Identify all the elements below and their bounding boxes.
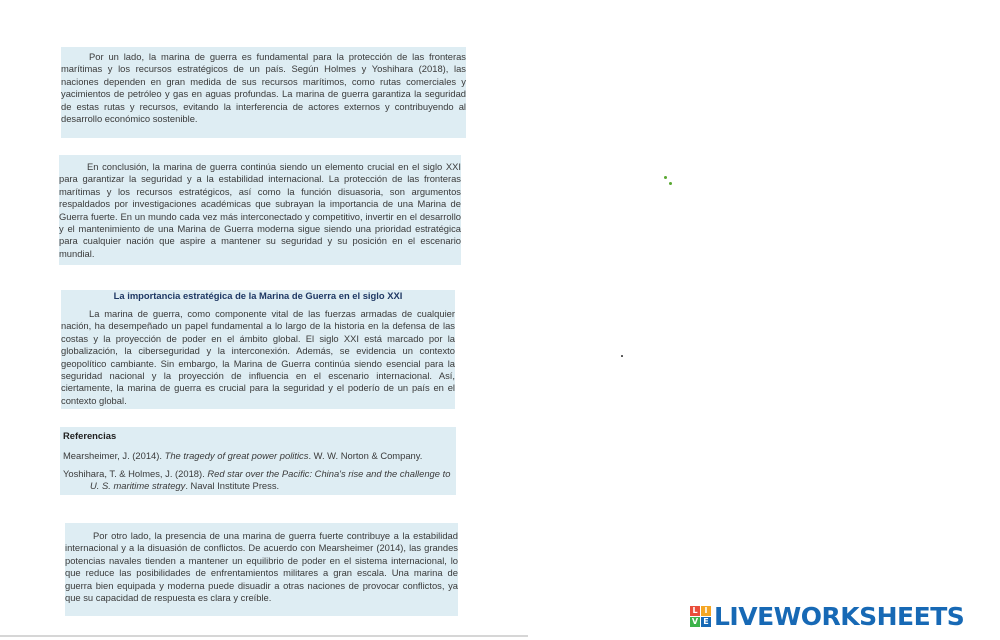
reference-work-title: The tragedy of great power politics [164,450,309,462]
paragraph-block-introduccion[interactable] [61,290,455,409]
paragraph-block-fronteras[interactable] [61,47,466,138]
logo-mark-icon [690,606,711,627]
green-dot-marker [664,176,667,179]
reference-item [63,468,456,492]
logo-letter: L [690,606,700,616]
logo-letter: I [701,606,711,616]
liveworksheets-logo[interactable] [690,601,964,631]
green-dot-marker [669,182,672,185]
logo-text: LIVEWORKSHEETS [714,601,965,631]
stray-dot-marker [621,355,623,357]
references-title: Referencias [63,430,117,441]
reference-work-title: Red star over the Pacific: China's rise and the challenge to U. S. maritime strategy [90,468,451,492]
logo-letter: V [691,616,699,626]
paragraph-text: Por un lado, la marina de guerra es fundamental para la protección de las fronteras marítimas y los recursos estratégicos de un país. Según Holmes y Yoshihara (2018), las naciones dependen en gran medida de sus recursos marítimos, como rutas comerciales y yacimientos de petróleo y gas en aguas profundas. La marina de guerra garantiza la seguridad de estas rutas y recursos, evitando la interferencia de actores externos y contribuyendo al desarrollo económico sostenible. [61,51,466,125]
logo-letter: E [701,617,711,627]
paragraph-block-disuasion[interactable] [65,523,458,616]
reference-author: Mearsheimer, J. (2014). [63,450,165,462]
page-bottom-divider [0,635,528,637]
paragraph-text: La marina de guerra, como componente vital de las fuerzas armadas de cualquier nación, ha desempeñado un papel fundamental a lo largo de la historia en la defensa de las costas y la proyección de poder en el ámbito global. El siglo XXI está marcado por la globalización, la ciberseguridad y la interconexión. Además, se evidencia un contexto geopolítico cambiante. Sin embargo, la Marina de Guerra continúa siendo esencial para la seguridad nacional y la proyección de influencia en el escenario internacional. Así, ciertamente, la marina de guerra es crucial para la seguridad y el poderío de un país en el contexto global. [61,308,455,406]
paragraph-text: En conclusión, la marina de guerra continúa siendo un elemento crucial en el siglo XXI para garantizar la seguridad y a la estabilidad internacional. La protección de las fronteras marítimas y los recursos estratégicos, así como la función disuasoria, son argumentos respaldados por investigaciones académicas que subrayan la importancia de una Marina de Guerra fuerte. En un mundo cada vez más interconectado y competitivo, invertir en el desarrollo y el mantenimiento de una Marina de Guerra moderna sigue siendo una prioridad estratégica para cualquier nación que aspire a mantener su seguridad y su posición en el escenario mundial. [59,161,461,259]
section-title: La importancia estratégica de la Marina de Guerra en el siglo XXI [113,290,403,301]
reference-item [63,450,456,462]
references-block[interactable] [60,427,456,495]
reference-publisher: . W. W. Norton & Company. [308,450,423,462]
reference-author: Yoshihara, T. & Holmes, J. (2018). [63,468,208,480]
reference-publisher: . Naval Institute Press. [185,480,280,492]
paragraph-block-conclusion[interactable] [59,155,461,265]
paragraph-text: Por otro lado, la presencia de una marina de guerra fuerte contribuye a la estabilidad internacional y a la disuasión de conflictos. De acuerdo con Mearsheimer (2014), las grandes potencias navales tienden a mantener un equilibrio de poder en el sistema internacional, lo que reduce las posibilidades de enfrentamientos militares a gran escala. Una marina de guerra bien equipada y moderna puede disuadir a otras naciones de provocar conflictos, ya que su capacidad de respuesta es clara y creíble. [65,530,458,604]
